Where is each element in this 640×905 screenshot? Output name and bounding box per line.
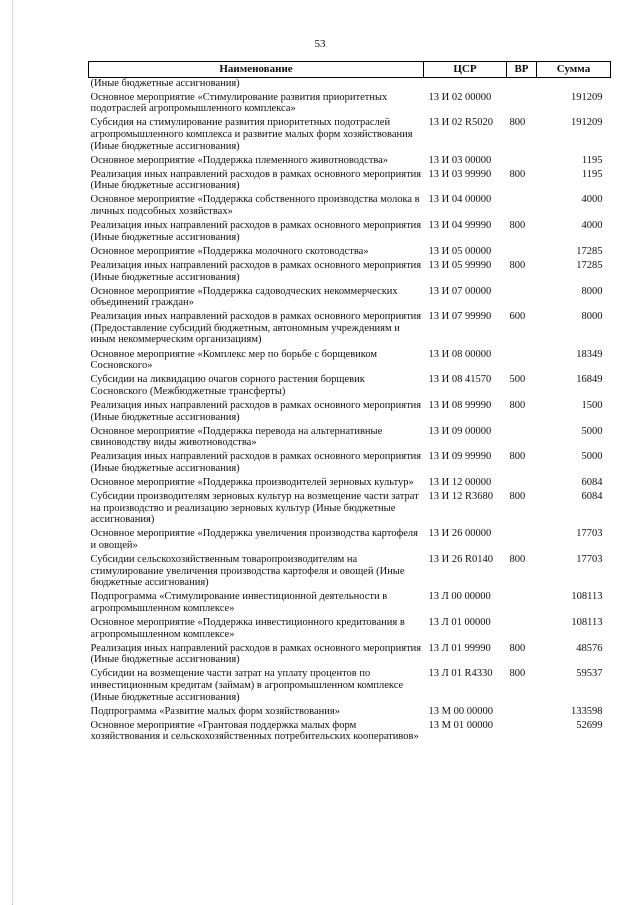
cell-sum: 17285 xyxy=(576,259,603,271)
table-body xyxy=(89,77,611,745)
cell-sum: 1195 xyxy=(581,154,603,166)
cell-name: Реализация иных направлений расходов в рамках основного мероприятия (Иные бюджетные ассигнования) xyxy=(90,168,422,192)
cell-name: Реализация иных направлений расходов в рамках основного мероприятия (Иные бюджетные ассигнования) xyxy=(90,451,422,474)
cell-csr: 13 И 04 99990 xyxy=(428,220,492,232)
cell-csr: 13 И 26 00000 xyxy=(428,528,492,540)
cell-vr xyxy=(507,591,537,617)
cell-sum: 8000 xyxy=(581,311,603,323)
table-row xyxy=(89,349,611,375)
cell-sum xyxy=(537,77,611,92)
cell-name: Подпрограмма «Развитие малых форм хозяйствования» xyxy=(90,705,340,717)
table-row xyxy=(89,194,611,220)
cell-name: Субсидии на возмещение части затрат на уплату процентов по инвестиционным кредитам (займам) в агропромышленном комплексе (Иные бюджетные ассигнования) xyxy=(90,668,404,703)
cell-sum: 108113 xyxy=(571,591,603,603)
page-number: 53 xyxy=(314,38,326,50)
cell-sum: 1195 xyxy=(581,168,603,180)
table-row xyxy=(89,220,611,246)
cell-csr: 13 И 12 R3680 xyxy=(428,491,493,503)
cell-vr xyxy=(507,92,537,118)
cell-sum: 108113 xyxy=(571,617,603,629)
cell-name: Основное мероприятие «Поддержка молочного скотоводства» xyxy=(90,245,369,257)
table-row xyxy=(89,491,611,528)
cell-csr: 13 И 07 00000 xyxy=(428,285,492,297)
table-row xyxy=(89,117,611,154)
cell-vr: 800 xyxy=(509,451,526,463)
cell-vr: 800 xyxy=(509,668,526,680)
cell-sum: 52699 xyxy=(576,719,603,731)
cell-csr: 13 Л 00 00000 xyxy=(428,591,491,603)
cell-vr: 600 xyxy=(509,311,526,323)
table-row xyxy=(89,706,611,720)
cell-sum: 1500 xyxy=(581,399,603,411)
cell-name: (Иные бюджетные ассигнования) xyxy=(90,77,240,89)
cell-vr: 800 xyxy=(509,642,526,654)
table-row xyxy=(89,668,611,705)
cell-vr xyxy=(507,286,537,312)
table-row xyxy=(89,720,611,746)
table-row xyxy=(89,77,611,92)
cell-vr xyxy=(507,155,537,169)
header-csr: ЦСР xyxy=(424,62,507,78)
cell-sum: 18349 xyxy=(576,348,603,360)
cell-sum: 5000 xyxy=(581,451,603,463)
cell-csr: 13 И 05 00000 xyxy=(428,245,492,257)
cell-name: Основное мероприятие «Комплекс мер по борьбе с борщевиком Сосновского» xyxy=(90,348,378,372)
table-row xyxy=(89,374,611,400)
cell-name: Основное мероприятие «Поддержка садоводческих некоммерческих объединений граждан» xyxy=(90,285,398,309)
cell-csr: 13 И 02 R5020 xyxy=(428,117,493,129)
cell-csr: 13 И 08 00000 xyxy=(428,348,492,360)
cell-vr: 800 xyxy=(509,259,526,271)
cell-name: Реализация иных направлений расходов в рамках основного мероприятия (Иные бюджетные ассигнования) xyxy=(90,220,422,243)
cell-name: Основное мероприятие «Поддержка собственного производства молока в личных подсобных хозяйствах» xyxy=(90,194,420,218)
cell-csr: 13 И 05 99990 xyxy=(428,259,492,271)
cell-vr: 800 xyxy=(509,554,526,566)
cell-sum: 59537 xyxy=(576,668,603,680)
cell-vr xyxy=(507,617,537,643)
table-row xyxy=(89,617,611,643)
cell-name: Субсидия на стимулирование развития приоритетных подотраслей агропромышленного комплекса и развитие малых форм хозяйствования (Иные бюджетные ассигнования) xyxy=(90,117,413,152)
cell-csr xyxy=(424,77,507,92)
cell-name: Реализация иных направлений расходов в рамках основного мероприятия (Предоставление субсидий бюджетным, автономным учреждениям и иным некоммерческим организациям) xyxy=(90,311,422,346)
cell-sum: 6084 xyxy=(581,477,603,488)
table-row xyxy=(89,528,611,554)
cell-vr xyxy=(507,349,537,375)
table-row xyxy=(89,477,611,491)
table-row xyxy=(89,92,611,118)
cell-name: Подпрограмма «Стимулирование инвестиционной деятельности в агропромышленном комплексе» xyxy=(90,591,388,614)
budget-table xyxy=(88,61,611,745)
cell-vr: 800 xyxy=(509,168,526,180)
cell-name: Основное мероприятие «Поддержка перевода на альтернативные свиноводству виды животноводства» xyxy=(90,425,383,449)
cell-name: Основное мероприятие «Поддержка племенного животноводства» xyxy=(90,154,389,166)
cell-csr: 13 И 12 00000 xyxy=(428,477,492,488)
cell-vr: 800 xyxy=(509,399,526,411)
cell-name: Реализация иных направлений расходов в рамках основного мероприятия (Иные бюджетные ассигнования) xyxy=(90,399,422,423)
cell-csr: 13 И 03 99990 xyxy=(428,168,492,180)
cell-vr xyxy=(507,77,537,92)
cell-csr: 13 И 07 99990 xyxy=(428,311,492,323)
cell-vr: 800 xyxy=(509,220,526,232)
cell-sum: 6084 xyxy=(581,491,603,503)
cell-vr xyxy=(507,246,537,260)
cell-name: Субсидии производителям зерновых культур на возмещение части затрат на производство и реализацию зерновых культур (Иные бюджетные ассигнования) xyxy=(90,491,419,526)
header-sum: Сумма xyxy=(537,62,611,78)
cell-sum: 17703 xyxy=(576,528,603,540)
cell-sum: 4000 xyxy=(581,220,603,232)
header-vr: ВР xyxy=(507,62,537,78)
cell-name: Основное мероприятие «Грантовая поддержка малых форм хозяйствования и сельскохозяйственных потребительских кооперативов» xyxy=(90,719,419,743)
cell-csr: 13 Л 01 R4330 xyxy=(428,668,493,680)
cell-name: Реализация иных направлений расходов в рамках основного мероприятия (Иные бюджетные ассигнования) xyxy=(90,642,422,666)
table-row xyxy=(89,169,611,195)
cell-csr: 13 И 08 41570 xyxy=(428,374,492,386)
cell-vr: 800 xyxy=(509,491,526,503)
table-row xyxy=(89,451,611,477)
cell-name: Реализация иных направлений расходов в рамках основного мероприятия (Иные бюджетные ассигнования) xyxy=(90,259,422,283)
cell-vr: 500 xyxy=(509,374,526,386)
table-row xyxy=(89,591,611,617)
cell-vr xyxy=(507,720,537,746)
cell-name: Субсидии сельскохозяйственным товаропроизводителям на стимулирование увеличения производства картофеля и овощей (Иные бюджетные ассигнования) xyxy=(90,554,405,589)
cell-vr xyxy=(507,426,537,452)
cell-vr xyxy=(507,194,537,220)
cell-name: Основное мероприятие «Поддержка производителей зерновых культур» xyxy=(90,477,414,488)
cell-sum: 48576 xyxy=(576,642,603,654)
table-row xyxy=(89,400,611,426)
table-row xyxy=(89,260,611,286)
table-row xyxy=(89,426,611,452)
cell-sum: 133598 xyxy=(571,705,603,717)
cell-csr: 13 И 02 00000 xyxy=(428,91,492,103)
cell-sum: 17703 xyxy=(576,554,603,566)
cell-sum: 191209 xyxy=(571,91,603,103)
table-row xyxy=(89,286,611,312)
table-row xyxy=(89,311,611,348)
cell-name: Основное мероприятие «Поддержка увеличения производства картофеля и овощей» xyxy=(90,528,418,551)
cell-vr: 800 xyxy=(509,117,526,129)
cell-sum: 191209 xyxy=(571,117,603,129)
cell-csr: 13 И 09 99990 xyxy=(428,451,492,463)
cell-csr: 13 И 03 00000 xyxy=(428,154,492,166)
table-row xyxy=(89,155,611,169)
cell-sum: 4000 xyxy=(581,194,603,206)
header-name: Наименование xyxy=(89,62,424,78)
cell-csr: 13 И 04 00000 xyxy=(428,194,492,206)
cell-csr: 13 И 26 R0140 xyxy=(428,554,493,566)
cell-name: Основное мероприятие «Поддержка инвестиционного кредитования в агропромышленном комплексе» xyxy=(90,617,405,640)
cell-csr: 13 М 01 00000 xyxy=(428,719,493,731)
cell-csr: 13 Л 01 99990 xyxy=(428,642,491,654)
cell-vr xyxy=(507,706,537,720)
cell-csr: 13 И 09 00000 xyxy=(428,425,492,437)
cell-sum: 17285 xyxy=(576,245,603,257)
cell-vr xyxy=(507,528,537,554)
cell-vr xyxy=(507,477,537,491)
cell-csr: 13 И 08 99990 xyxy=(428,399,492,411)
table-header-row xyxy=(89,62,611,78)
table-row xyxy=(89,643,611,669)
cell-sum: 16849 xyxy=(576,374,603,386)
cell-sum: 5000 xyxy=(581,425,603,437)
page-edge-line xyxy=(12,0,13,905)
table-row xyxy=(89,246,611,260)
cell-name: Субсидии на ликвидацию очагов сорного растения борщевик Сосновского (Межбюджетные трансферты) xyxy=(90,374,365,397)
cell-csr: 13 М 00 00000 xyxy=(428,705,493,717)
cell-name: Основное мероприятие «Стимулирование развития приоритетных подотраслей агропромышленного комплекса» xyxy=(90,91,388,115)
table-row xyxy=(89,554,611,591)
cell-csr: 13 Л 01 00000 xyxy=(428,617,491,629)
cell-sum: 8000 xyxy=(581,285,603,297)
